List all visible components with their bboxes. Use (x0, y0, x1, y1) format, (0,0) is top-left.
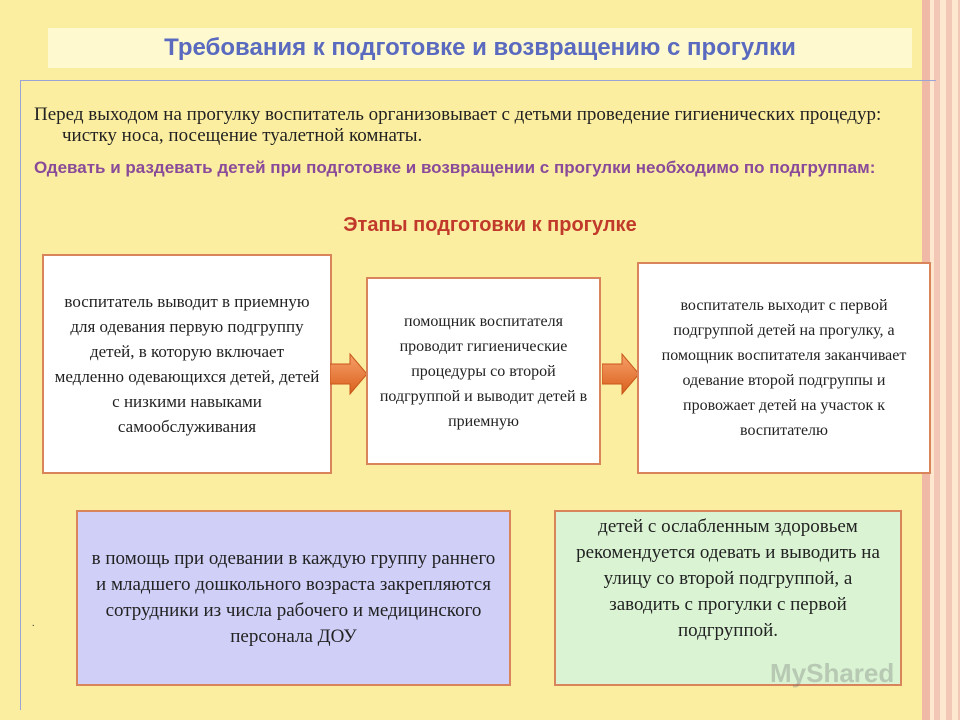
note-text-health: детей с ослабленным здоровьем рекомендуется одевать и выводить на улицу со второй подгруппой, а заводить с прогулки с первой подгруппой. (576, 516, 880, 641)
step-box-3 (637, 262, 931, 474)
stages-title: Этапы подготовки к прогулке (343, 214, 637, 236)
slide-title: Требования к подготовке и возвращению с прогулки (164, 34, 796, 61)
watermark: MyShared (770, 658, 895, 688)
step-box-1 (42, 254, 332, 474)
note-box-staff (76, 510, 511, 686)
arrow-right-icon (602, 352, 640, 396)
title-band (48, 28, 912, 68)
intro-paragraph (34, 104, 894, 146)
rule-paragraph (34, 158, 934, 178)
intro-text: Перед выходом на прогулку воспитатель организовывает с детьми проведение гигиенических процедур: чистку носа, посещение туалетной комнаты. (34, 104, 882, 146)
step-box-2 (366, 277, 601, 465)
note-text-staff: в помощь при одевании в каждую группу раннего и младшего дошкольного возраста закрепляются сотрудники из числа рабочего и медицинского персонала ДОУ (91, 548, 496, 647)
arrow-right-icon (330, 352, 368, 396)
rule-text: Одевать и раздевать детей при подготовке и возвращении с прогулки необходимо по подгруппам: (34, 158, 876, 177)
stray-dot: . (32, 618, 35, 629)
step-text-1: воспитатель выводит в приемную для одевания первую подгруппу детей, в которую включает медленно одевающихся детей, детей с низкими навыками самообслуживания (54, 292, 320, 436)
step-text-3: воспитатель выходит с первой подгруппой детей на прогулку, а помощник воспитателя заканчивает одевание второй подгруппы и провожает детей на участок к воспитателю (661, 297, 907, 439)
step-text-2: помощник воспитателя проводит гигиенические процедуры со второй подгруппой и выводит детей в приемную (379, 312, 588, 430)
